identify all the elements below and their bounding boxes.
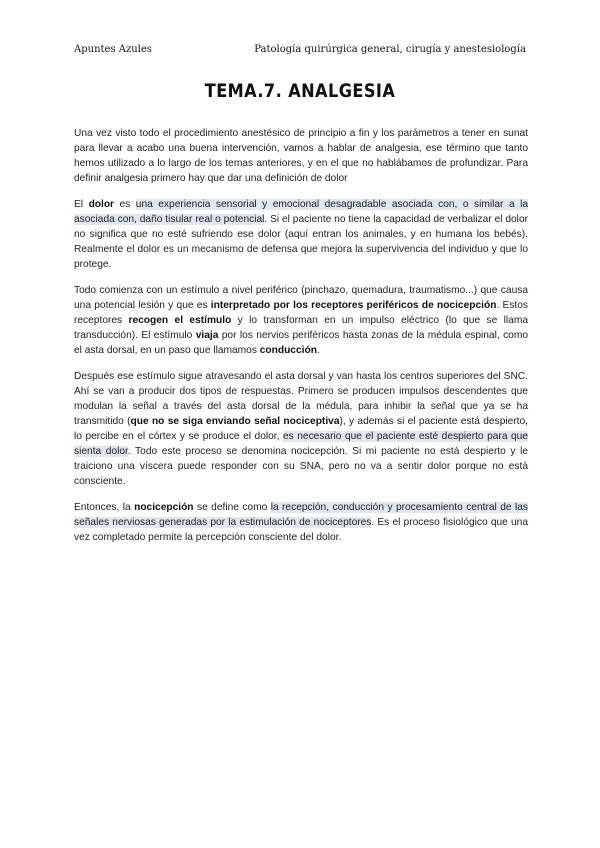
document-body xyxy=(74,126,528,556)
text-run: . Si el paciente no tiene la capacidad de verbalizar el dolor no significa que no esté sufriendo ese dolor (aquí entran los animales, y en humana los bebés). Realmente el dolor es un mecanismo de defensa que mejora la supervivencia del individuo y que lo protege. xyxy=(74,214,528,270)
text-run: Una vez visto todo el procedimiento anestésico de principio a fin y los parámetros a tener en sunat para llevar a acabo una buena intervención, vamos a hablar de analgesia, ese término que tanto hemos utilizado a lo largo de los temas anteriores, y en el que no hablábamos de profundizar. Para definir analgesia primero hay que dar una definición de dolor xyxy=(74,128,528,184)
paragraph-nocicepcion xyxy=(74,500,528,545)
header-left-text: Apuntes Azules xyxy=(74,44,152,55)
text-run: . Todo este proceso se denomina nocicepción. Si mi paciente no está despierto y le traiciono una víscera puede responder con su SNA, pero no va a sentir dolor porque no está consciente. xyxy=(74,446,528,487)
text-run: ), y además si el paciente está despierto, lo percibe en el córtex y se produce el dolor, xyxy=(74,416,529,442)
bold-term: viaja xyxy=(195,330,219,341)
highlighted-text: la recepción, conducción y procesamiento central de las señales nerviosas generadas por la estimulación de nociceptores xyxy=(74,502,528,528)
text-run: se define como xyxy=(193,502,271,513)
text-run: Todo comienza con un estímulo a nivel periférico (pinchazo, quemadura, traumatismo...) que causa una potencial lesión y que es xyxy=(74,285,528,311)
text-run: y lo transforman en un impulso eléctrico (lo que se llama transducción). El estímulo xyxy=(74,315,528,341)
text-run: . xyxy=(316,345,320,356)
bold-term: que no se siga enviando señal nociceptiva xyxy=(130,416,340,427)
highlighted-text: es necesario que el paciente esté despierto para que sienta dolor xyxy=(74,431,528,457)
highlighted-text: una experiencia sensorial y emocional desagradable asociada con, o similar a la asociada con, daño tisular real o potencial xyxy=(74,199,529,225)
bold-term: recogen el estímulo xyxy=(128,315,232,326)
page-header xyxy=(74,44,526,60)
bold-term: nocicepción xyxy=(134,502,194,513)
paragraph-intro xyxy=(74,126,528,186)
bold-term: dolor xyxy=(88,199,115,210)
page-title: TEMA.7. ANALGESIA xyxy=(204,80,396,102)
paragraph-snc xyxy=(74,369,528,489)
text-run: Después ese estímulo sigue atravesando el asta dorsal y van hasta los centros superiores del SNC. Ahí se van a producir dos tipos de respuestas. Primero se producen impulsos descendentes que modulan la señal a través del asta dorsal de la médula, para inhibir la señal que ya se ha transmitido ( xyxy=(74,371,528,427)
paragraph-estimulo xyxy=(74,283,528,358)
text-run: . Estos receptores xyxy=(74,300,529,326)
bold-term: interpretado por los receptores periféricos de nocicepción xyxy=(210,300,497,311)
text-run: El xyxy=(74,199,89,210)
text-run: Entonces, la xyxy=(74,502,135,513)
bold-term: conducción xyxy=(259,345,317,356)
text-run: . Es el proceso fisiológico que una vez completado permite la percepción consciente del dolor. xyxy=(74,517,528,543)
paragraph-dolor-definition xyxy=(74,197,528,272)
text-run: por los nervios periféricos hasta zonas de la médula espinal, como el asta dorsal, en un paso que llamamos xyxy=(74,330,528,356)
text-run: es xyxy=(114,199,136,210)
header-right-text: Patología quirúrgica general, cirugía y anestesiología xyxy=(254,44,526,55)
